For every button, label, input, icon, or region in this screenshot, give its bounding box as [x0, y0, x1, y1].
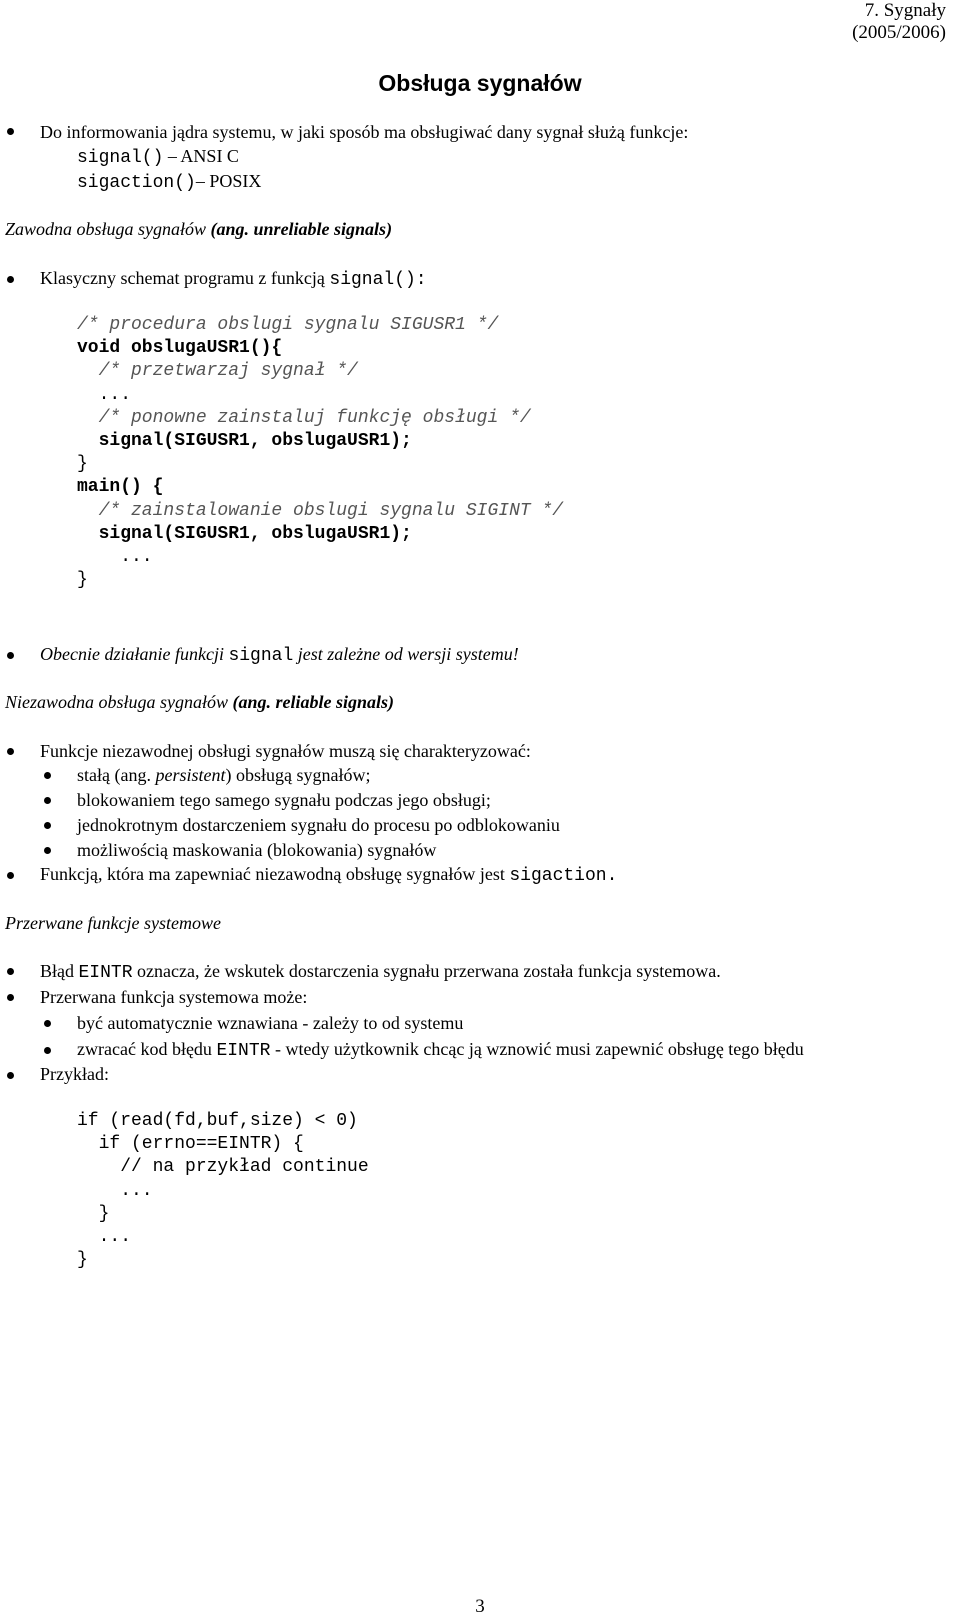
item1-post: oznacza, że wskutek dostarczenia sygnału przerwana została funkcja systemowa. — [132, 961, 721, 981]
bullet-icon — [7, 872, 14, 879]
note-code: signal — [228, 646, 294, 666]
intro-text: Do informowania jądra systemu, w jaki sposób ma obsługiwać dany sygnał służą funkcje: — [40, 122, 689, 142]
code-line: ... — [77, 1180, 153, 1201]
classic-code: signal(): — [329, 270, 427, 290]
code-line: /* przetwarzaj sygnał */ — [77, 361, 358, 382]
code-line: /* zainstalowanie obslugi sygnalu SIGINT */ — [77, 500, 564, 521]
signal-std: – ANSI C — [163, 146, 239, 166]
bullet-icon — [7, 994, 14, 1001]
bullet-icon — [7, 128, 14, 135]
eintr-item — [40, 961, 721, 983]
code-line: ... — [77, 546, 153, 567]
reliable-sub2: blokowaniem tego samego sygnału podczas jego obsługi; — [77, 790, 491, 810]
bullet-icon — [44, 797, 51, 804]
classic-scheme-text — [40, 268, 427, 290]
bullet-icon — [44, 772, 51, 779]
reliable-sub1 — [77, 765, 370, 786]
code-line: if (errno==EINTR) { — [77, 1134, 304, 1155]
intro-signal-line — [77, 146, 239, 168]
heading-plain: Niezawodna obsługa sygnałów — [5, 692, 233, 712]
code-line: /* ponowne zainstaluj funkcję obsługi */ — [77, 407, 531, 428]
heading-bold: (ang. unreliable signals) — [210, 219, 393, 239]
bullet-icon — [44, 822, 51, 829]
page-number: 3 — [475, 1596, 485, 1617]
bullet-icon — [44, 847, 51, 854]
sub1-post: ) obsługą sygnałów; — [225, 765, 371, 785]
sigaction-std: – POSIX — [195, 171, 262, 191]
code-block-eintr — [77, 1110, 369, 1272]
item1-pre: Błąd — [40, 961, 79, 981]
bullet-icon — [7, 1072, 14, 1079]
code-block-signal — [77, 314, 563, 592]
reliable-final — [40, 864, 617, 886]
section-heading-reliable — [5, 692, 394, 713]
final-pre: Funkcją, która ma zapewniać niezawodną obsługę sygnałów jest — [40, 864, 510, 884]
signal-note — [40, 644, 519, 666]
code-line: signal(SIGUSR1, obslugaUSR1); — [77, 523, 412, 544]
note-pre: Obecnie działanie funkcji — [40, 644, 229, 664]
code-line: } — [77, 454, 88, 475]
bullet-icon — [7, 276, 14, 283]
code-line: void obslugaUSR1(){ — [77, 338, 283, 359]
sub1-pre: stałą (ang. — [77, 765, 156, 785]
year-label: (2005/2006) — [852, 22, 946, 43]
code-line: signal(SIGUSR1, obslugaUSR1); — [77, 430, 412, 451]
intro-sigaction-line — [77, 171, 261, 193]
code-line: } — [77, 570, 88, 591]
bullet-icon — [7, 968, 14, 975]
running-header — [852, 0, 946, 44]
code-line: ... — [77, 384, 132, 405]
code-line: // na przykład continue — [77, 1157, 369, 1178]
sub2-post: - wtedy użytkownik chcąc ją wznowić musi zapewnić obsługę tego błędu — [270, 1039, 804, 1059]
signal-code: signal() — [77, 148, 164, 168]
reliable-intro: Funkcje niezawodnej obsługi sygnałów muszą się charakteryzować: — [40, 741, 531, 761]
sub1-italic: persistent — [155, 765, 226, 785]
bullet-icon — [7, 748, 14, 755]
bullet-icon — [44, 1020, 51, 1027]
interrupted-item2: Przerwana funkcja systemowa może: — [40, 987, 308, 1007]
sigaction-code: sigaction() — [77, 173, 196, 193]
bullet-icon — [44, 1047, 51, 1054]
code-line: /* procedura obslugi sygnalu SIGUSR1 */ — [77, 315, 499, 335]
page-title: Obsługa sygnałów — [378, 70, 582, 96]
item1-code: EINTR — [78, 963, 133, 983]
reliable-sub4: możliwością maskowania (blokowania) sygnałów — [77, 840, 437, 860]
section-heading-interrupted: Przerwane funkcje systemowe — [5, 913, 221, 933]
final-code: sigaction. — [509, 866, 618, 886]
code-line: } — [77, 1203, 110, 1224]
example-label: Przykład: — [40, 1064, 109, 1084]
interrupted-sub1: być automatycznie wznawiana - zależy to od systemu — [77, 1013, 464, 1033]
reliable-sub3: jednokrotnym dostarczeniem sygnału do procesu po odblokowaniu — [77, 815, 560, 835]
code-line: main() { — [77, 477, 164, 498]
section-heading-unreliable — [5, 219, 392, 240]
sub2-pre: zwracać kod błędu — [77, 1039, 217, 1059]
sub2-code: EINTR — [216, 1041, 271, 1061]
heading-bold: (ang. reliable signals) — [232, 692, 395, 712]
interrupted-sub2 — [77, 1039, 804, 1061]
classic-text: Klasyczny schemat programu z funkcją — [40, 268, 330, 288]
chapter-label: 7. Sygnały — [864, 0, 946, 21]
bullet-icon — [7, 652, 14, 659]
code-line: if (read(fd,buf,size) < 0) — [77, 1111, 358, 1131]
heading-plain: Zawodna obsługa sygnałów — [5, 219, 211, 239]
code-line: ... — [77, 1226, 132, 1247]
code-line: } — [77, 1250, 88, 1271]
note-post: jest zależne od wersji systemu! — [293, 644, 519, 664]
